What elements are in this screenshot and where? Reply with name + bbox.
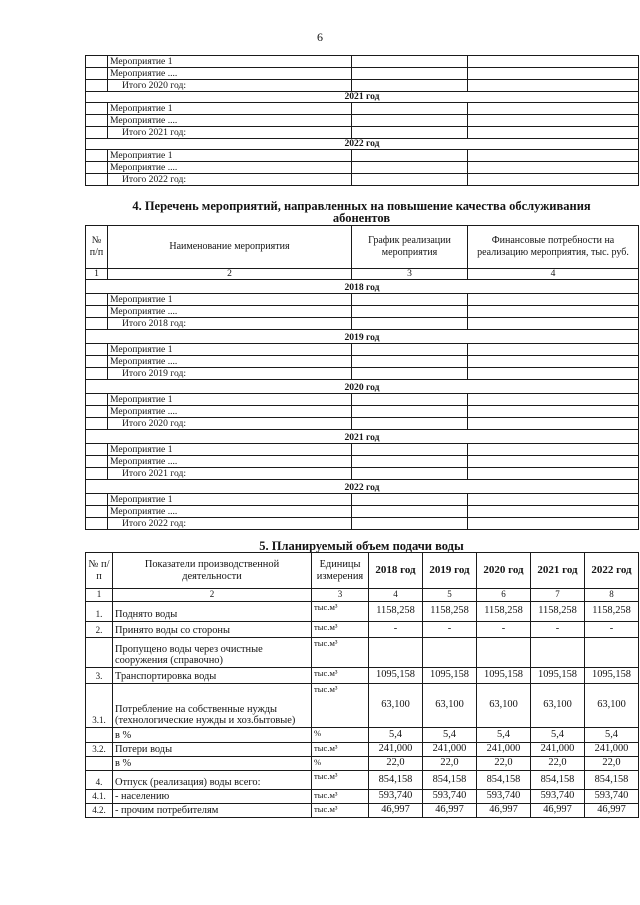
finance-cell [468, 115, 639, 127]
year-row [86, 480, 639, 494]
colnum: 4 [468, 269, 639, 280]
num-cell [86, 80, 108, 92]
value-cell: 5,4 [531, 727, 585, 742]
finance-cell [468, 162, 639, 174]
indicator-name: Принято воды со стороны [113, 621, 312, 637]
schedule-cell [352, 294, 468, 306]
indicator-name: Потребление на собственные нужды (технологические нужды и хоз.бытовые) [113, 683, 312, 727]
schedule-cell [352, 394, 468, 406]
num-cell [86, 115, 108, 127]
num-cell [86, 456, 108, 468]
value-cell: 5,4 [477, 727, 531, 742]
activity-label: Мероприятие 1 [108, 56, 352, 68]
activity-label: Мероприятие .... [108, 406, 352, 418]
value-cell: 22,0 [531, 756, 585, 770]
schedule-cell [352, 80, 468, 92]
value-cell: 593,740 [423, 789, 477, 803]
unit-label: тыс.м³ [312, 803, 369, 817]
value-cell: 854,158 [423, 770, 477, 789]
header-num: № п/п [86, 553, 113, 589]
indicator-name: Пропущено воды через очистные сооружения (справочно) [113, 637, 312, 667]
schedule-cell [352, 518, 468, 530]
value-cell: 1095,158 [423, 667, 477, 683]
finance-cell [468, 506, 639, 518]
total-label: Итого 2018 год: [108, 318, 352, 330]
unit-label: % [312, 727, 369, 742]
table-row [86, 742, 639, 756]
finance-cell [468, 56, 639, 68]
num-cell [86, 162, 108, 174]
value-cell: 241,000 [369, 742, 423, 756]
row-number: 3.1. [86, 683, 113, 727]
table-row [86, 150, 639, 162]
schedule-cell [352, 56, 468, 68]
table-row [86, 68, 639, 80]
unit-label: тыс.м³ [312, 742, 369, 756]
num-cell [86, 506, 108, 518]
table-row [86, 683, 639, 727]
value-cell: 63,100 [477, 683, 531, 727]
section4-table [85, 225, 639, 530]
total-label: Итого 2021 год: [108, 127, 352, 139]
row-number: 2. [86, 621, 113, 637]
unit-label: % [312, 756, 369, 770]
finance-cell [468, 518, 639, 530]
num-cell [86, 394, 108, 406]
schedule-cell [352, 356, 468, 368]
schedule-cell [352, 494, 468, 506]
value-cell: - [423, 621, 477, 637]
colnum: 2 [108, 269, 352, 280]
value-cell: 854,158 [585, 770, 639, 789]
table-row [86, 356, 639, 368]
year-row [86, 330, 639, 344]
unit-label: тыс.м³ [312, 667, 369, 683]
finance-cell [468, 356, 639, 368]
indicator-name: - населению [113, 789, 312, 803]
unit-label: тыс.м³ [312, 601, 369, 621]
finance-cell [468, 344, 639, 356]
value-cell: 5,4 [369, 727, 423, 742]
value-cell: 241,000 [531, 742, 585, 756]
total-row [86, 174, 639, 186]
header-indicator: Показатели производственной деятельности [113, 553, 312, 589]
finance-cell [468, 127, 639, 139]
row-number: 4. [86, 770, 113, 789]
value-cell: 1095,158 [477, 667, 531, 683]
schedule-cell [352, 174, 468, 186]
value-cell: - [477, 621, 531, 637]
value-cell: - [369, 621, 423, 637]
table-row [86, 637, 639, 667]
activity-label: Мероприятие 1 [108, 344, 352, 356]
year-row [86, 280, 639, 294]
colnum: 1 [86, 269, 108, 280]
total-label: Итого 2022 год: [108, 518, 352, 530]
value-cell: 854,158 [477, 770, 531, 789]
section5-title: 5. Планируемый объем подачи воды [259, 539, 464, 553]
row-number: 4.1. [86, 789, 113, 803]
table-row [86, 756, 639, 770]
schedule-cell [352, 368, 468, 380]
num-cell [86, 127, 108, 139]
num-cell [86, 318, 108, 330]
colnum: 5 [423, 589, 477, 602]
activity-label: Мероприятие 1 [108, 103, 352, 115]
activity-label: Мероприятие .... [108, 506, 352, 518]
schedule-cell [352, 162, 468, 174]
section4-title-line2: абонентов [332, 211, 391, 225]
finance-cell [468, 150, 639, 162]
schedule-cell [352, 468, 468, 480]
finance-cell [468, 103, 639, 115]
schedule-cell [352, 318, 468, 330]
num-cell [86, 103, 108, 115]
year-row [86, 139, 639, 150]
finance-cell [468, 80, 639, 92]
header-year: 2018 год [369, 553, 423, 589]
unit-label: тыс.м³ [312, 621, 369, 637]
year-label: 2021 год [86, 430, 639, 444]
year-label: 2019 год [86, 330, 639, 344]
num-cell [86, 174, 108, 186]
row-number: 4.2. [86, 803, 113, 817]
value-cell: 1095,158 [585, 667, 639, 683]
header-unit: Единицы измерения [312, 553, 369, 589]
total-row [86, 318, 639, 330]
value-cell: 5,4 [585, 727, 639, 742]
indicator-name: в % [113, 727, 312, 742]
indicator-name: в % [113, 756, 312, 770]
colnum: 3 [312, 589, 369, 602]
value-cell [477, 637, 531, 667]
value-cell: 22,0 [477, 756, 531, 770]
row-number [86, 637, 113, 667]
header-year: 2019 год [423, 553, 477, 589]
schedule-cell [352, 506, 468, 518]
colnum: 8 [585, 589, 639, 602]
num-cell [86, 306, 108, 318]
indicator-name: - прочим потребителям [113, 803, 312, 817]
value-cell: 241,000 [585, 742, 639, 756]
total-row [86, 418, 639, 430]
value-cell: - [585, 621, 639, 637]
total-label: Итого 2019 год: [108, 368, 352, 380]
year-row [86, 92, 639, 103]
num-cell [86, 444, 108, 456]
total-row [86, 468, 639, 480]
schedule-cell [352, 115, 468, 127]
table-row [86, 394, 639, 406]
colnum: 1 [86, 589, 113, 602]
value-cell: 63,100 [369, 683, 423, 727]
unit-label: тыс.м³ [312, 789, 369, 803]
colnum: 6 [477, 589, 531, 602]
column-number-row [86, 269, 639, 280]
unit-label: тыс.м³ [312, 637, 369, 667]
header-year: 2022 год [585, 553, 639, 589]
schedule-cell [352, 444, 468, 456]
table-row [86, 770, 639, 789]
finance-cell [468, 368, 639, 380]
value-cell: 46,997 [531, 803, 585, 817]
value-cell: 46,997 [423, 803, 477, 817]
table-row [86, 789, 639, 803]
header-year: 2021 год [531, 553, 585, 589]
value-cell: 593,740 [477, 789, 531, 803]
value-cell: 241,000 [477, 742, 531, 756]
activity-label: Мероприятие 1 [108, 294, 352, 306]
table-row [86, 727, 639, 742]
colnum: 2 [113, 589, 312, 602]
value-cell: 593,740 [369, 789, 423, 803]
finance-cell [468, 174, 639, 186]
value-cell: 46,997 [477, 803, 531, 817]
unit-label: тыс.м³ [312, 770, 369, 789]
column-number-row [86, 589, 639, 602]
schedule-cell [352, 103, 468, 115]
finance-cell [468, 306, 639, 318]
row-number: 3. [86, 667, 113, 683]
activity-label: Мероприятие .... [108, 356, 352, 368]
schedule-cell [352, 456, 468, 468]
row-number [86, 756, 113, 770]
finance-cell [468, 468, 639, 480]
value-cell: 854,158 [369, 770, 423, 789]
num-cell [86, 356, 108, 368]
year-row [86, 380, 639, 394]
activity-label: Мероприятие .... [108, 456, 352, 468]
num-cell [86, 68, 108, 80]
activity-label: Мероприятие 1 [108, 394, 352, 406]
year-label: 2018 год [86, 280, 639, 294]
table-row [86, 803, 639, 817]
value-cell: 22,0 [369, 756, 423, 770]
num-cell [86, 368, 108, 380]
total-row [86, 368, 639, 380]
num-cell [86, 518, 108, 530]
colnum: 7 [531, 589, 585, 602]
finance-cell [468, 406, 639, 418]
row-number: 3.2. [86, 742, 113, 756]
table-row [86, 406, 639, 418]
schedule-cell [352, 127, 468, 139]
value-cell: 1158,258 [477, 601, 531, 621]
value-cell: 1158,258 [369, 601, 423, 621]
total-row [86, 518, 639, 530]
num-cell [86, 150, 108, 162]
num-cell [86, 56, 108, 68]
table-row [86, 601, 639, 621]
header-name: Наименование мероприятия [108, 226, 352, 269]
schedule-cell [352, 306, 468, 318]
table-row [86, 306, 639, 318]
value-cell [423, 637, 477, 667]
header-schedule: График реализации мероприятия [352, 226, 468, 269]
value-cell [531, 637, 585, 667]
section4-title-line1: 4. Перечень мероприятий, направленных на повышение качества обслуживания [132, 199, 591, 213]
finance-cell [468, 494, 639, 506]
finance-cell [468, 444, 639, 456]
value-cell: 46,997 [585, 803, 639, 817]
unit-label: тыс.м³ [312, 683, 369, 727]
value-cell: 5,4 [423, 727, 477, 742]
value-cell: 63,100 [423, 683, 477, 727]
header-num: № п/п [86, 226, 108, 269]
finance-cell [468, 318, 639, 330]
year-label: 2021 год [86, 92, 639, 103]
total-row [86, 127, 639, 139]
finance-cell [468, 294, 639, 306]
finance-cell [468, 418, 639, 430]
num-cell [86, 294, 108, 306]
water-supply-table [85, 552, 639, 818]
table-row [86, 667, 639, 683]
activity-label: Мероприятие 1 [108, 494, 352, 506]
table-header-row [86, 553, 639, 589]
value-cell: 22,0 [585, 756, 639, 770]
activity-label: Мероприятие 1 [108, 444, 352, 456]
value-cell: 854,158 [531, 770, 585, 789]
year-label: 2020 год [86, 380, 639, 394]
finance-cell [468, 456, 639, 468]
activity-label: Мероприятие .... [108, 115, 352, 127]
year-label: 2022 год [86, 139, 639, 150]
num-cell [86, 418, 108, 430]
value-cell [585, 637, 639, 667]
table-row [86, 456, 639, 468]
num-cell [86, 468, 108, 480]
activity-label: Мероприятие .... [108, 162, 352, 174]
finance-cell [468, 68, 639, 80]
num-cell [86, 344, 108, 356]
value-cell: - [531, 621, 585, 637]
row-number [86, 727, 113, 742]
total-label: Итого 2020 год: [108, 418, 352, 430]
schedule-cell [352, 68, 468, 80]
table-row [86, 294, 639, 306]
table-row [86, 506, 639, 518]
activity-label: Мероприятие .... [108, 68, 352, 80]
table-header-row [86, 226, 639, 269]
value-cell: 63,100 [531, 683, 585, 727]
row-number: 1. [86, 601, 113, 621]
table-row [86, 494, 639, 506]
table-row [86, 621, 639, 637]
table-row [86, 103, 639, 115]
value-cell: 63,100 [585, 683, 639, 727]
indicator-name: Отпуск (реализация) воды всего: [113, 770, 312, 789]
activity-label: Мероприятие 1 [108, 150, 352, 162]
table-row [86, 115, 639, 127]
value-cell: 22,0 [423, 756, 477, 770]
table-row [86, 56, 639, 68]
schedule-cell [352, 344, 468, 356]
year-row [86, 430, 639, 444]
value-cell: 1158,258 [531, 601, 585, 621]
header-finance: Финансовые потребности на реализацию мероприятия, тыс. руб. [468, 226, 639, 269]
schedule-cell [352, 406, 468, 418]
total-row [86, 80, 639, 92]
value-cell: 593,740 [531, 789, 585, 803]
header-year: 2020 год [477, 553, 531, 589]
year-label: 2022 год [86, 480, 639, 494]
activity-label: Мероприятие .... [108, 306, 352, 318]
colnum: 3 [352, 269, 468, 280]
value-cell: 241,000 [423, 742, 477, 756]
total-label: Итого 2021 год: [108, 468, 352, 480]
total-label: Итого 2020 год: [108, 80, 352, 92]
table-row [86, 162, 639, 174]
indicator-name: Поднято воды [113, 601, 312, 621]
value-cell: 46,997 [369, 803, 423, 817]
indicator-name: Транспортировка воды [113, 667, 312, 683]
value-cell: 1158,258 [423, 601, 477, 621]
table-row [86, 344, 639, 356]
finance-cell [468, 394, 639, 406]
value-cell [369, 637, 423, 667]
value-cell: 593,740 [585, 789, 639, 803]
value-cell: 1158,258 [585, 601, 639, 621]
colnum: 4 [369, 589, 423, 602]
num-cell [86, 494, 108, 506]
indicator-name: Потери воды [113, 742, 312, 756]
value-cell: 1095,158 [369, 667, 423, 683]
num-cell [86, 406, 108, 418]
schedule-cell [352, 150, 468, 162]
total-label: Итого 2022 год: [108, 174, 352, 186]
table-row [86, 444, 639, 456]
schedule-cell [352, 418, 468, 430]
value-cell: 1095,158 [531, 667, 585, 683]
page-number: 6 [317, 30, 323, 44]
activities-table-continued [85, 55, 639, 186]
